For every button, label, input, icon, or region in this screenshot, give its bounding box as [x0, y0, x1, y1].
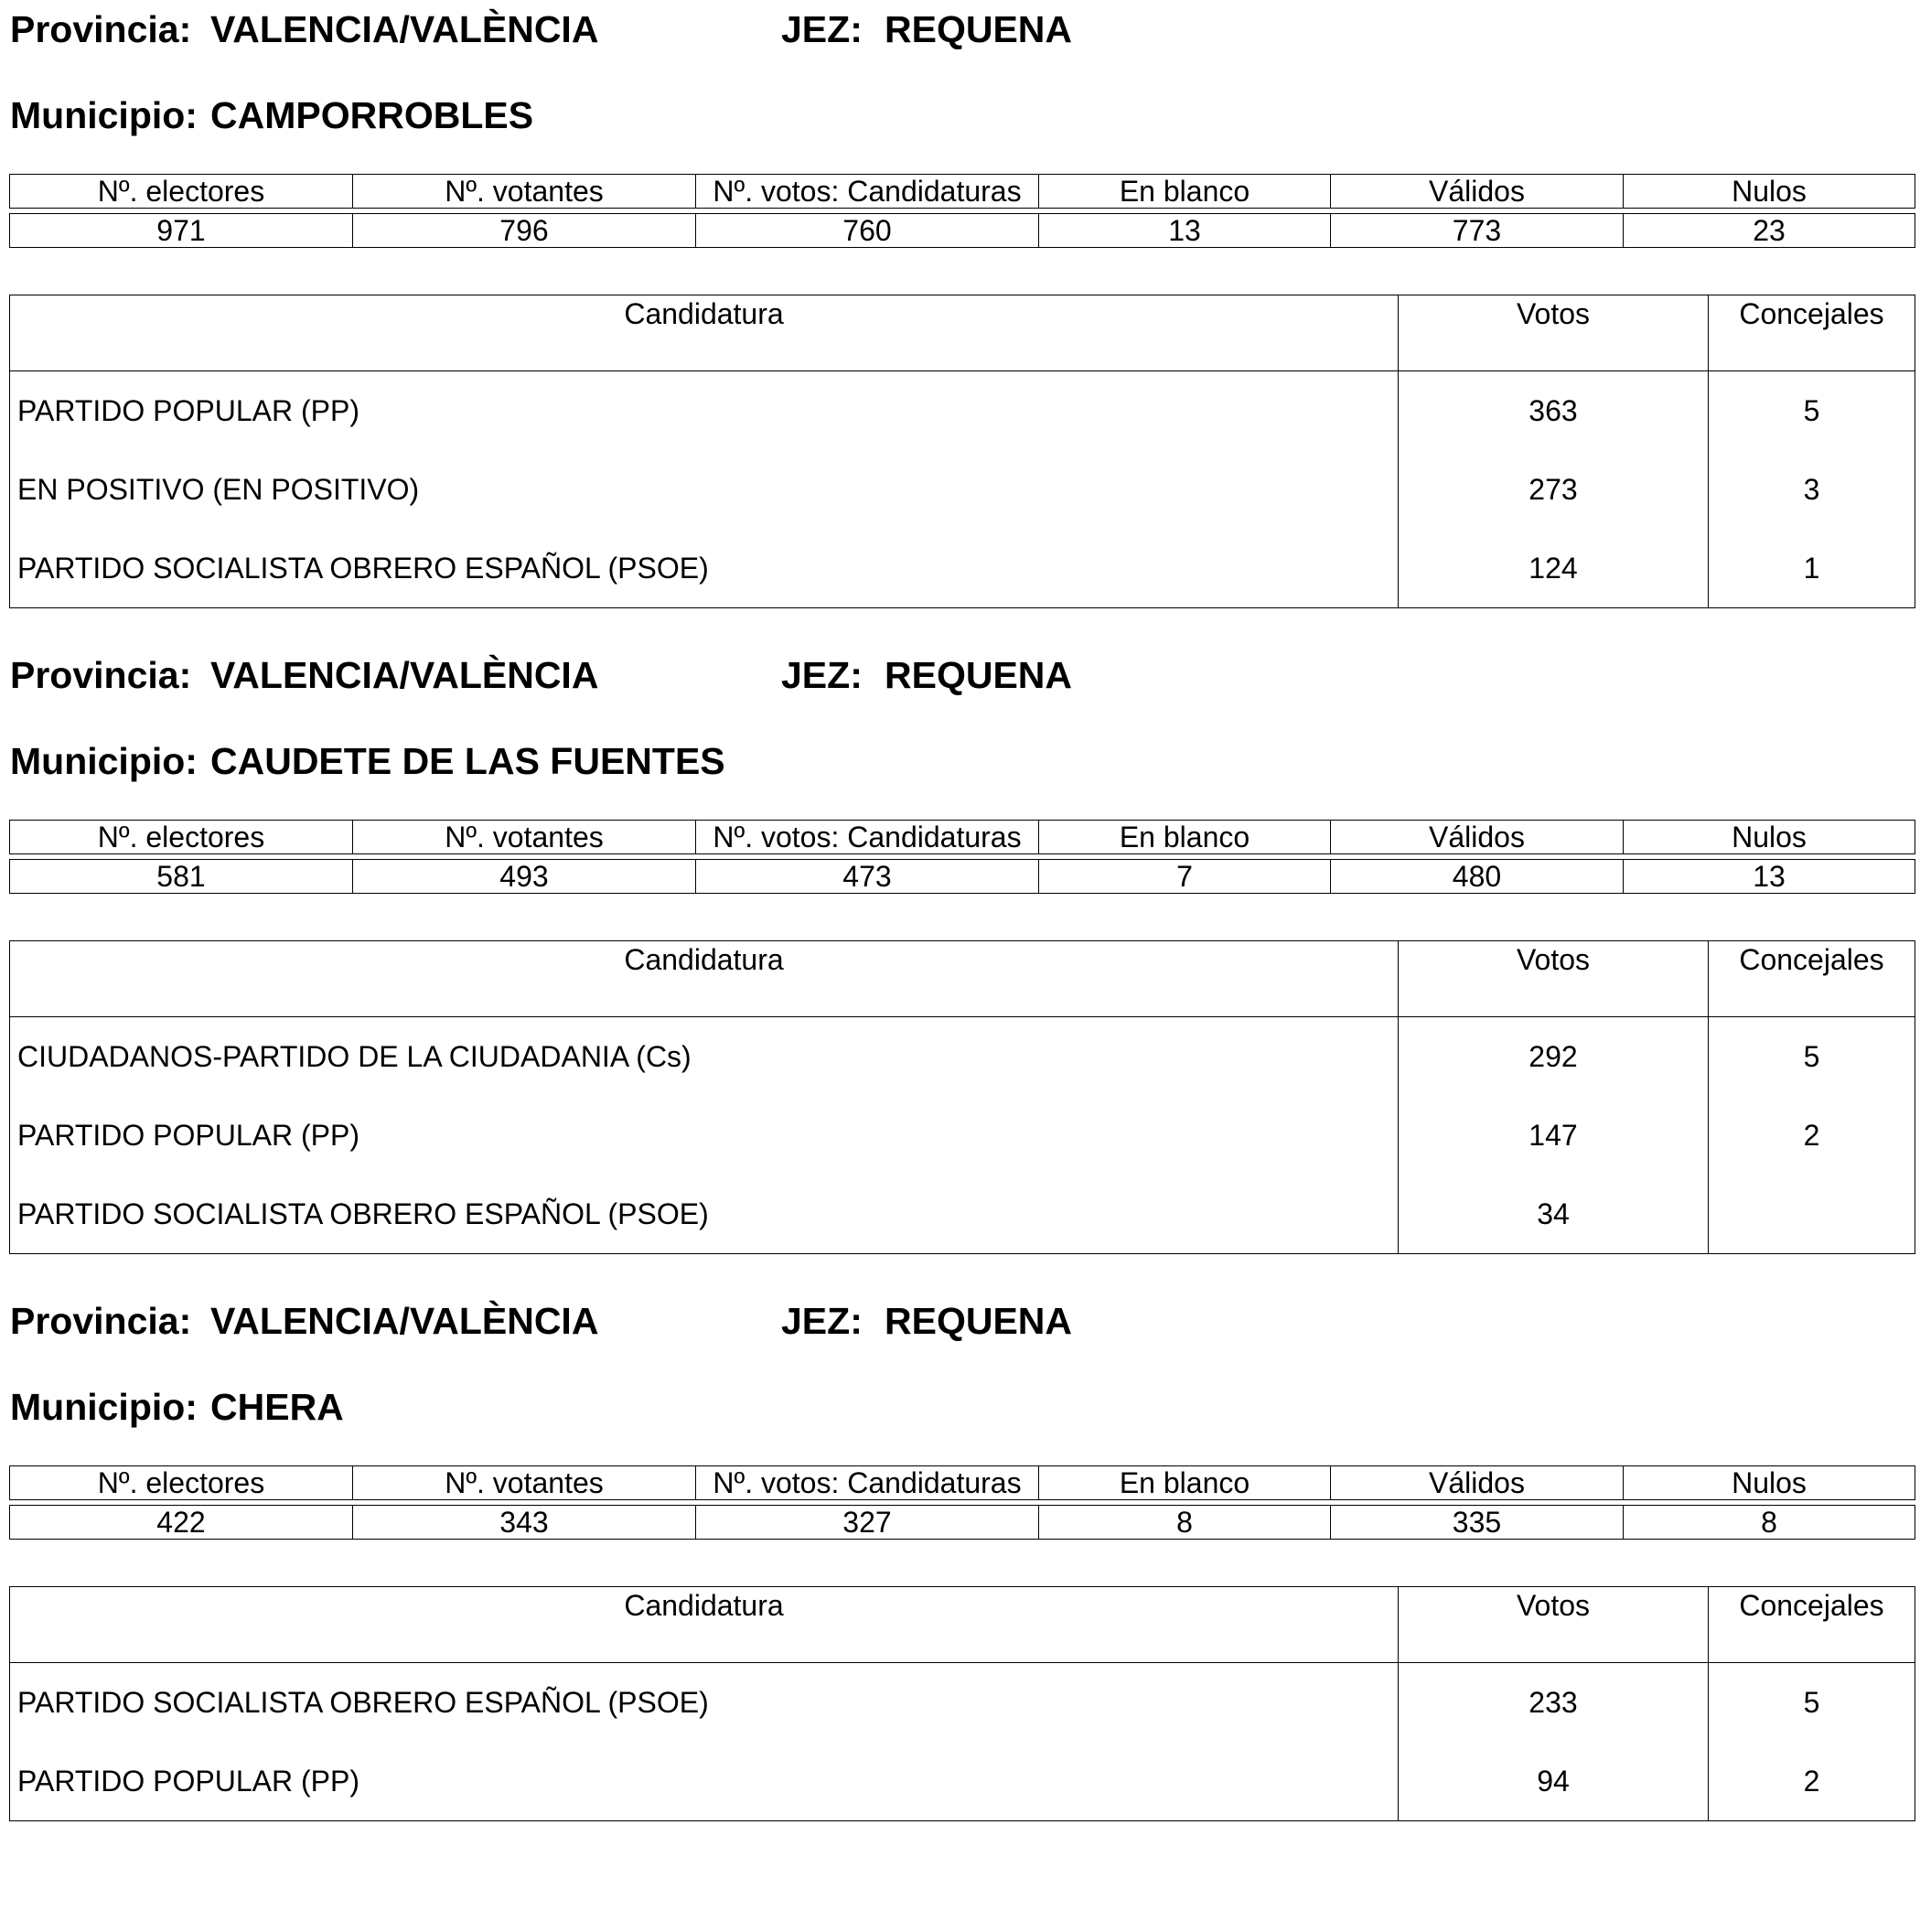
candidate-votes: 292 [1399, 1017, 1709, 1097]
candidate-row [10, 1175, 1915, 1254]
stats-header-table [9, 820, 1915, 854]
stats-header-validos: Válidos [1331, 175, 1624, 209]
province-label: Provincia: [10, 1300, 192, 1342]
municipality-value: CAUDETE DE LAS FUENTES [210, 740, 725, 782]
stats-header-electores: Nº. electores [10, 821, 353, 854]
stats-header-table [9, 1465, 1915, 1500]
stats-value-votantes: 796 [353, 214, 696, 248]
stats-value-electores: 581 [10, 860, 353, 894]
candidates-header-votos: Votos [1399, 295, 1709, 371]
stats-value-nulos: 8 [1624, 1506, 1915, 1540]
stats-value-validos: 480 [1331, 860, 1624, 894]
stats-value-votantes: 493 [353, 860, 696, 894]
candidate-councillors: 5 [1709, 371, 1915, 451]
stats-header-en-blanco: En blanco [1039, 175, 1331, 209]
province-value: VALENCIA/VALÈNCIA [210, 654, 599, 696]
candidate-councillors: 2 [1709, 1742, 1915, 1821]
stats-header-validos: Válidos [1331, 821, 1624, 854]
jez-value: REQUENA [885, 654, 1073, 696]
candidate-name: PARTIDO POPULAR (PP) [10, 1096, 1399, 1175]
stats-value-nulos: 23 [1624, 214, 1915, 248]
stats-header-electores: Nº. electores [10, 1466, 353, 1500]
jez-label: JEZ: [781, 654, 863, 696]
candidates-header-concejales: Concejales [1709, 941, 1915, 1017]
stats-header-validos: Válidos [1331, 1466, 1624, 1500]
stats-value-electores: 971 [10, 214, 353, 248]
candidates-header-candidatura: Candidatura [10, 1587, 1399, 1663]
candidate-councillors: 5 [1709, 1663, 1915, 1743]
candidates-header-concejales: Concejales [1709, 1587, 1915, 1663]
municipality-header [10, 90, 1291, 141]
candidates-header-candidatura: Candidatura [10, 941, 1399, 1017]
province-label: Provincia: [10, 8, 192, 50]
stats-value-en-blanco: 7 [1039, 860, 1331, 894]
candidates-table [9, 1586, 1915, 1821]
stats-header-en-blanco: En blanco [1039, 821, 1331, 854]
stats-value-votos-candidaturas: 327 [696, 1506, 1039, 1540]
municipality-section [0, 1292, 1920, 1932]
municipality-value: CHERA [210, 1386, 344, 1428]
province-header [10, 649, 1291, 701]
municipality-label: Municipio: [10, 1386, 198, 1428]
stats-header-nulos: Nulos [1624, 821, 1915, 854]
stats-header-electores: Nº. electores [10, 175, 353, 209]
candidate-name: PARTIDO SOCIALISTA OBRERO ESPAÑOL (PSOE) [10, 1175, 1399, 1254]
stats-value-votantes: 343 [353, 1506, 696, 1540]
candidate-votes: 94 [1399, 1742, 1709, 1821]
candidate-councillors: 3 [1709, 450, 1915, 529]
stats-header-votos-candidaturas: Nº. votos: Candidaturas [696, 821, 1039, 854]
stats-header-votantes: Nº. votantes [353, 821, 696, 854]
stats-values-table [9, 213, 1915, 248]
candidate-row [10, 1017, 1915, 1097]
stats-value-en-blanco: 8 [1039, 1506, 1331, 1540]
jez-label: JEZ: [781, 8, 863, 50]
province-header [10, 1295, 1291, 1347]
stats-values-table [9, 859, 1915, 894]
province-label: Provincia: [10, 654, 192, 696]
candidate-row [10, 1742, 1915, 1821]
jez-label: JEZ: [781, 1300, 863, 1342]
candidates-header-candidatura: Candidatura [10, 295, 1399, 371]
candidate-votes: 147 [1399, 1096, 1709, 1175]
stats-value-validos: 335 [1331, 1506, 1624, 1540]
municipality-label: Municipio: [10, 740, 198, 782]
candidate-row [10, 1096, 1915, 1175]
stats-value-nulos: 13 [1624, 860, 1915, 894]
jez-value: REQUENA [885, 8, 1073, 50]
candidate-row [10, 1663, 1915, 1743]
municipality-section [0, 646, 1920, 1286]
municipality-header [10, 735, 1291, 787]
candidates-table [9, 940, 1915, 1254]
stats-value-votos-candidaturas: 473 [696, 860, 1039, 894]
candidate-name: PARTIDO SOCIALISTA OBRERO ESPAÑOL (PSOE) [10, 1663, 1399, 1743]
candidate-councillors [1709, 1175, 1915, 1254]
candidates-header-concejales: Concejales [1709, 295, 1915, 371]
candidate-row [10, 371, 1915, 451]
province-value: VALENCIA/VALÈNCIA [210, 1300, 599, 1342]
stats-header-en-blanco: En blanco [1039, 1466, 1331, 1500]
candidate-votes: 273 [1399, 450, 1709, 529]
stats-value-validos: 773 [1331, 214, 1624, 248]
stats-header-votos-candidaturas: Nº. votos: Candidaturas [696, 175, 1039, 209]
municipality-header [10, 1381, 1291, 1433]
municipality-value: CAMPORROBLES [210, 94, 534, 136]
stats-header-table [9, 174, 1915, 209]
stats-header-nulos: Nulos [1624, 1466, 1915, 1500]
province-value: VALENCIA/VALÈNCIA [210, 8, 599, 50]
candidate-name: PARTIDO POPULAR (PP) [10, 371, 1399, 451]
jez-value: REQUENA [885, 1300, 1073, 1342]
candidate-votes: 233 [1399, 1663, 1709, 1743]
candidate-name: EN POSITIVO (EN POSITIVO) [10, 450, 1399, 529]
candidates-table [9, 295, 1915, 608]
candidate-votes: 124 [1399, 529, 1709, 608]
stats-value-en-blanco: 13 [1039, 214, 1331, 248]
candidate-votes: 34 [1399, 1175, 1709, 1254]
candidate-row [10, 450, 1915, 529]
municipality-label: Municipio: [10, 94, 198, 136]
candidate-councillors: 2 [1709, 1096, 1915, 1175]
municipality-section [0, 0, 1920, 640]
candidate-row [10, 529, 1915, 608]
stats-values-table [9, 1505, 1915, 1540]
stats-value-electores: 422 [10, 1506, 353, 1540]
candidate-councillors: 1 [1709, 529, 1915, 608]
candidates-header-votos: Votos [1399, 1587, 1709, 1663]
stats-header-nulos: Nulos [1624, 175, 1915, 209]
candidate-name: PARTIDO SOCIALISTA OBRERO ESPAÑOL (PSOE) [10, 529, 1399, 608]
candidate-name: CIUDADANOS-PARTIDO DE LA CIUDADANIA (Cs) [10, 1017, 1399, 1097]
candidate-name: PARTIDO POPULAR (PP) [10, 1742, 1399, 1821]
candidate-votes: 363 [1399, 371, 1709, 451]
stats-header-votantes: Nº. votantes [353, 1466, 696, 1500]
candidates-header-votos: Votos [1399, 941, 1709, 1017]
stats-header-votantes: Nº. votantes [353, 175, 696, 209]
stats-header-votos-candidaturas: Nº. votos: Candidaturas [696, 1466, 1039, 1500]
province-header [10, 4, 1291, 55]
candidate-councillors: 5 [1709, 1017, 1915, 1097]
stats-value-votos-candidaturas: 760 [696, 214, 1039, 248]
